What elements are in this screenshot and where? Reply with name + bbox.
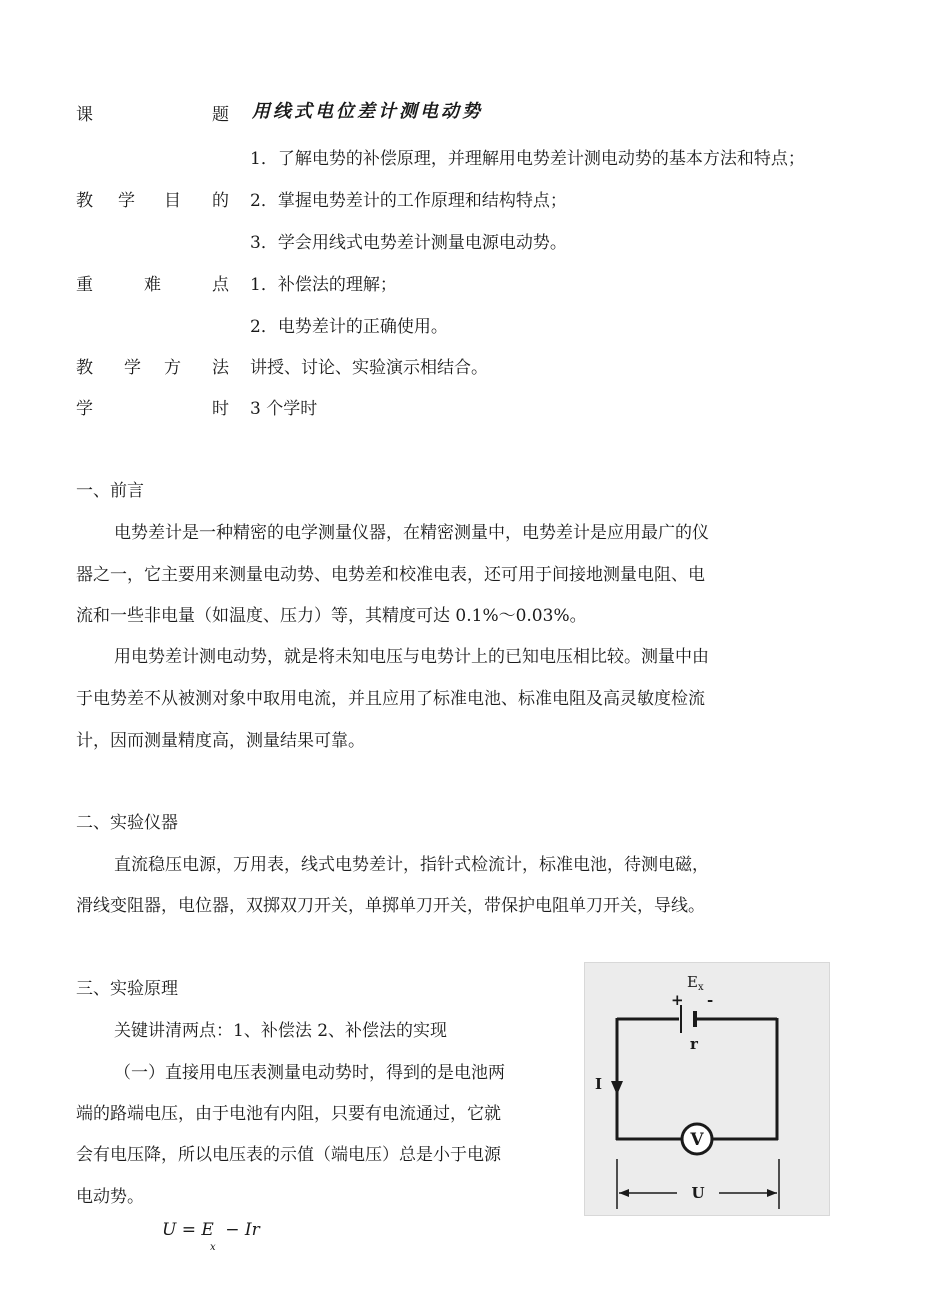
plus-sign: + <box>671 991 684 1009</box>
internal-resistance-label: r <box>690 1035 698 1053</box>
topic-label-char-2: 题 <box>212 105 229 125</box>
goals-label-char-4: 的 <box>212 191 229 211</box>
section-3-p2-line-1: （一）直接用电压表测量电动势时，得到的是电池两 <box>114 1063 505 1083</box>
minus-sign: - <box>707 991 714 1009</box>
section-1-p1-line-3: 流和一些非电量（如温度、压力）等，其精度可达 0.1%～0.03%。 <box>76 606 587 626</box>
circuit-diagram <box>584 962 830 1216</box>
current-label: I <box>595 1075 603 1093</box>
formula-lhs: U = E <box>162 1220 214 1240</box>
goal-3: 3．学会用线式电势差计测量电源电动势。 <box>250 233 567 253</box>
key-label-char-3: 点 <box>212 275 229 295</box>
section-3-title: 三、实验原理 <box>76 979 178 999</box>
dimension-arrow-right-icon <box>767 1189 777 1197</box>
goal-2: 2．掌握电势差计的工作原理和结构特点； <box>250 191 567 211</box>
hours-label-char-2: 时 <box>212 399 229 419</box>
goals-label-char-2: 学 <box>118 191 135 211</box>
key-point-2: 2．电势差计的正确使用。 <box>250 317 448 337</box>
section-3-p2-line-3: 会有电压降，所以电压表的示值（端电压）总是小于电源 <box>76 1145 501 1165</box>
section-3-p2-line-4: 电动势。 <box>76 1187 144 1207</box>
key-label-char-1: 重 <box>76 275 93 295</box>
section-3-p1: 关键讲清两点：1、补偿法 2、补偿法的实现 <box>114 1021 448 1041</box>
topic-label-char-1: 课 <box>76 105 93 125</box>
section-1-p2-line-1: 用电势差计测电动势，就是将未知电压与电势计上的已知电压相比较。测量中由 <box>114 647 709 667</box>
section-1-p1-line-2: 器之一，它主要用来测量电动势、电势差和校准电表，还可用于间接地测量电阻、电 <box>76 565 705 585</box>
key-label-char-2: 难 <box>144 275 161 295</box>
formula-rhs: − Ir <box>219 1220 260 1240</box>
dimension-arrow-left-icon <box>619 1189 629 1197</box>
section-3-p2-line-2: 端的路端电压，由于电池有内阻，只要有电流通过，它就 <box>76 1104 501 1124</box>
section-1-title: 一、前言 <box>76 481 144 501</box>
terminal-voltage-formula <box>162 1220 260 1253</box>
method-label-char-3: 方 <box>164 358 181 378</box>
method-label-char-1: 教 <box>76 358 93 378</box>
method-label-char-4: 法 <box>212 358 229 378</box>
voltmeter-label: V <box>690 1130 704 1150</box>
class-hours: 3 个学时 <box>250 399 318 419</box>
hours-label-char-1: 学 <box>76 399 93 419</box>
formula-subscript: x <box>210 1242 216 1253</box>
section-2-p1-line-1: 直流稳压电源，万用表，线式电势差计，指针式检流计，标准电池，待测电磁， <box>114 855 709 875</box>
goal-1: 1．了解电势的补偿原理，并理解用电势差计测电动势的基本方法和特点； <box>250 149 805 169</box>
key-point-1: 1．补偿法的理解； <box>250 275 397 295</box>
section-2-title: 二、实验仪器 <box>76 813 178 833</box>
goals-label-char-3: 目 <box>164 191 181 211</box>
current-arrow-icon <box>611 1081 623 1095</box>
emf-label: $E_x$ <box>687 973 704 993</box>
goals-label-char-1: 教 <box>76 191 93 211</box>
teaching-method: 讲授、讨论、实验演示相结合。 <box>250 358 488 378</box>
section-1-p2-line-3: 计，因而测量精度高，测量结果可靠。 <box>76 731 365 751</box>
lesson-topic: 用线式电位差计测电动势 <box>252 101 483 122</box>
circuit-svg <box>585 963 829 1215</box>
section-2-p1-line-2: 滑线变阻器，电位器，双掷双刀开关，单掷单刀开关，带保护电阻单刀开关，导线。 <box>76 896 705 916</box>
section-1-p1-line-1: 电势差计是一种精密的电学测量仪器，在精密测量中，电势差计是应用最广的仪 <box>114 523 709 543</box>
voltage-u-label: U <box>691 1184 705 1202</box>
section-1-p2-line-2: 于电势差不从被测对象中取用电流，并且应用了标准电池、标准电阻及高灵敏度检流 <box>76 689 705 709</box>
method-label-char-2: 学 <box>124 358 141 378</box>
